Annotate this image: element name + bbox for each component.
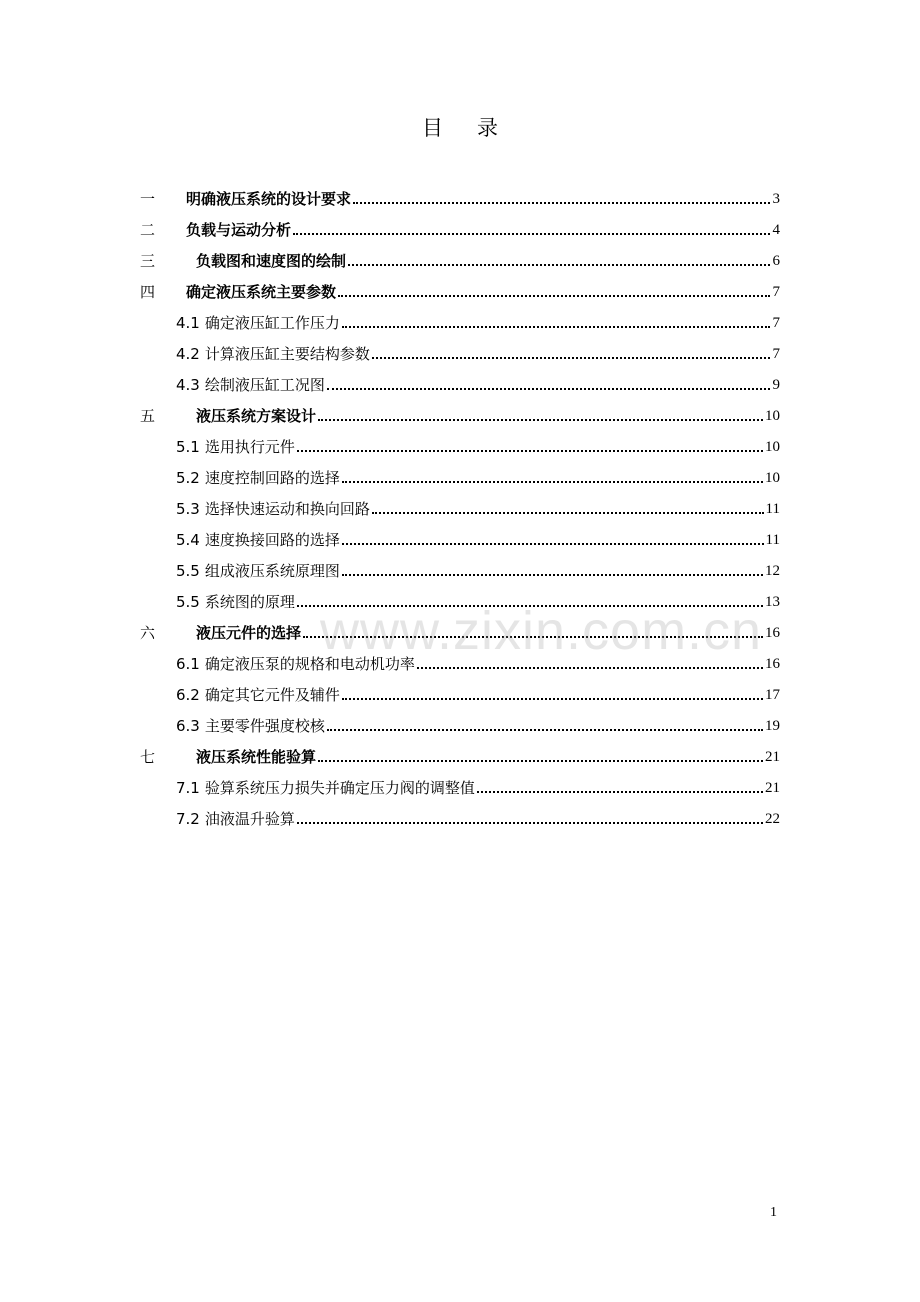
toc-entry-number: 二 [140, 221, 156, 239]
toc-entry-page: 21 [765, 780, 780, 796]
toc-dot-leader [372, 356, 770, 359]
toc-entry-page: 4 [772, 222, 780, 238]
toc-entry-title: 油液温升验算 [204, 810, 295, 828]
toc-dot-leader [477, 790, 763, 793]
toc-entry-number: 三 [140, 252, 156, 270]
toc-dot-leader [342, 697, 763, 700]
toc-entry-title: 负载图和速度图的绘制 [196, 252, 347, 270]
toc-entry-title: 液压元件的选择 [196, 624, 302, 642]
toc-entry[interactable] [140, 271, 780, 302]
toc-dot-leader [417, 666, 763, 669]
toc-dot-leader [327, 728, 763, 731]
toc-dot-leader [372, 511, 764, 514]
toc-entry-title: 确定液压泵的规格和电动机功率 [204, 655, 415, 673]
toc-entry-page: 19 [765, 718, 780, 734]
toc-dot-leader [348, 263, 770, 266]
toc-dot-leader [342, 325, 770, 328]
toc-entry-number: 5.5 [176, 593, 200, 611]
toc-entry[interactable] [140, 364, 780, 395]
toc-entry-title: 系统图的原理 [204, 593, 295, 611]
toc-entry-page: 7 [772, 284, 780, 300]
toc-entry-title: 绘制液压缸工况图 [204, 376, 325, 394]
toc-entry-title: 选择快速运动和换向回路 [204, 500, 370, 518]
toc-entry-page: 17 [765, 687, 780, 703]
toc-dot-leader [303, 635, 763, 638]
toc-entry-page: 10 [765, 408, 780, 424]
watermark: www.zixin.com.cn [320, 601, 763, 661]
toc-entry-number: 4.3 [176, 376, 200, 394]
toc-entry[interactable] [140, 519, 780, 550]
toc-dot-leader [318, 759, 763, 762]
table-of-contents [140, 178, 780, 829]
toc-entry-title: 选用执行元件 [204, 438, 295, 456]
toc-entry-number: 四 [140, 283, 156, 301]
toc-dot-leader [338, 294, 770, 297]
toc-entry-number: 7.1 [176, 779, 200, 797]
toc-entry-title: 液压系统方案设计 [196, 407, 317, 425]
toc-entry-page: 22 [765, 811, 780, 827]
toc-dot-leader [297, 604, 763, 607]
toc-entry-page: 21 [765, 749, 780, 765]
toc-entry[interactable] [140, 240, 780, 271]
toc-entry-page: 10 [765, 470, 780, 486]
toc-entry-page: 7 [772, 346, 780, 362]
toc-entry-title: 计算液压缸主要结构参数 [204, 345, 370, 363]
toc-entry[interactable] [140, 705, 780, 736]
toc-entry[interactable] [140, 674, 780, 705]
toc-entry-page: 13 [765, 594, 780, 610]
toc-entry[interactable] [140, 209, 780, 240]
page-title: 目录 [422, 116, 532, 140]
toc-entry-title: 速度控制回路的选择 [204, 469, 340, 487]
toc-entry-page: 9 [772, 377, 780, 393]
toc-entry-title: 确定其它元件及辅件 [204, 686, 340, 704]
toc-entry[interactable] [140, 581, 780, 612]
toc-dot-leader [327, 387, 770, 390]
toc-entry[interactable] [140, 488, 780, 519]
toc-entry[interactable] [140, 302, 780, 333]
toc-entry-number: 6.3 [176, 717, 200, 735]
toc-entry-page: 16 [765, 656, 780, 672]
toc-entry-number: 六 [140, 624, 156, 642]
toc-entry-number: 4.2 [176, 345, 200, 363]
toc-dot-leader [353, 201, 770, 204]
toc-entry-number: 6.1 [176, 655, 200, 673]
toc-entry[interactable] [140, 395, 780, 426]
toc-entry-number: 7.2 [176, 810, 200, 828]
toc-dot-leader [342, 573, 763, 576]
toc-dot-leader [318, 418, 763, 421]
toc-entry-number: 6.2 [176, 686, 200, 704]
toc-entry-number: 一 [140, 190, 156, 208]
toc-entry[interactable] [140, 612, 780, 643]
toc-entry-page: 11 [765, 532, 780, 548]
toc-entry-title: 验算系统压力损失并确定压力阀的调整值 [204, 779, 475, 797]
toc-entry-title: 确定液压系统主要参数 [186, 283, 337, 301]
toc-entry-number: 5.3 [176, 500, 200, 518]
toc-entry-title: 负载与运动分析 [186, 221, 292, 239]
toc-entry-title: 组成液压系统原理图 [204, 562, 340, 580]
toc-entry-page: 7 [772, 315, 780, 331]
toc-entry-number: 5.4 [176, 531, 200, 549]
toc-entry-number: 七 [140, 748, 156, 766]
toc-entry-page: 11 [765, 501, 780, 517]
toc-entry-number: 5.5 [176, 562, 200, 580]
toc-entry-page: 10 [765, 439, 780, 455]
toc-entry-page: 3 [772, 191, 780, 207]
toc-entry[interactable] [140, 426, 780, 457]
toc-entry[interactable] [140, 643, 780, 674]
toc-dot-leader [297, 449, 763, 452]
toc-dot-leader [297, 821, 763, 824]
toc-entry-page: 12 [765, 563, 780, 579]
toc-entry-number: 4.1 [176, 314, 200, 332]
toc-dot-leader [293, 232, 770, 235]
toc-entry-title: 明确液压系统的设计要求 [186, 190, 352, 208]
toc-entry-title: 确定液压缸工作压力 [204, 314, 340, 332]
toc-entry-title: 主要零件强度校核 [204, 717, 325, 735]
toc-entry-page: 6 [772, 253, 780, 269]
toc-entry[interactable] [140, 798, 780, 829]
toc-dot-leader [342, 480, 763, 483]
toc-entry-number: 5.2 [176, 469, 200, 487]
page-number: 1 [770, 1205, 777, 1220]
toc-entry[interactable] [140, 333, 780, 364]
toc-dot-leader [342, 542, 764, 545]
toc-entry-title: 液压系统性能验算 [196, 748, 317, 766]
toc-entry-title: 速度换接回路的选择 [204, 531, 340, 549]
toc-entry[interactable] [140, 550, 780, 581]
toc-entry[interactable] [140, 457, 780, 488]
toc-entry[interactable] [140, 767, 780, 798]
toc-entry-number: 5.1 [176, 438, 200, 456]
toc-entry[interactable] [140, 178, 780, 209]
toc-entry-page: 16 [765, 625, 780, 641]
toc-entry-number: 五 [140, 407, 156, 425]
toc-entry[interactable] [140, 736, 780, 767]
